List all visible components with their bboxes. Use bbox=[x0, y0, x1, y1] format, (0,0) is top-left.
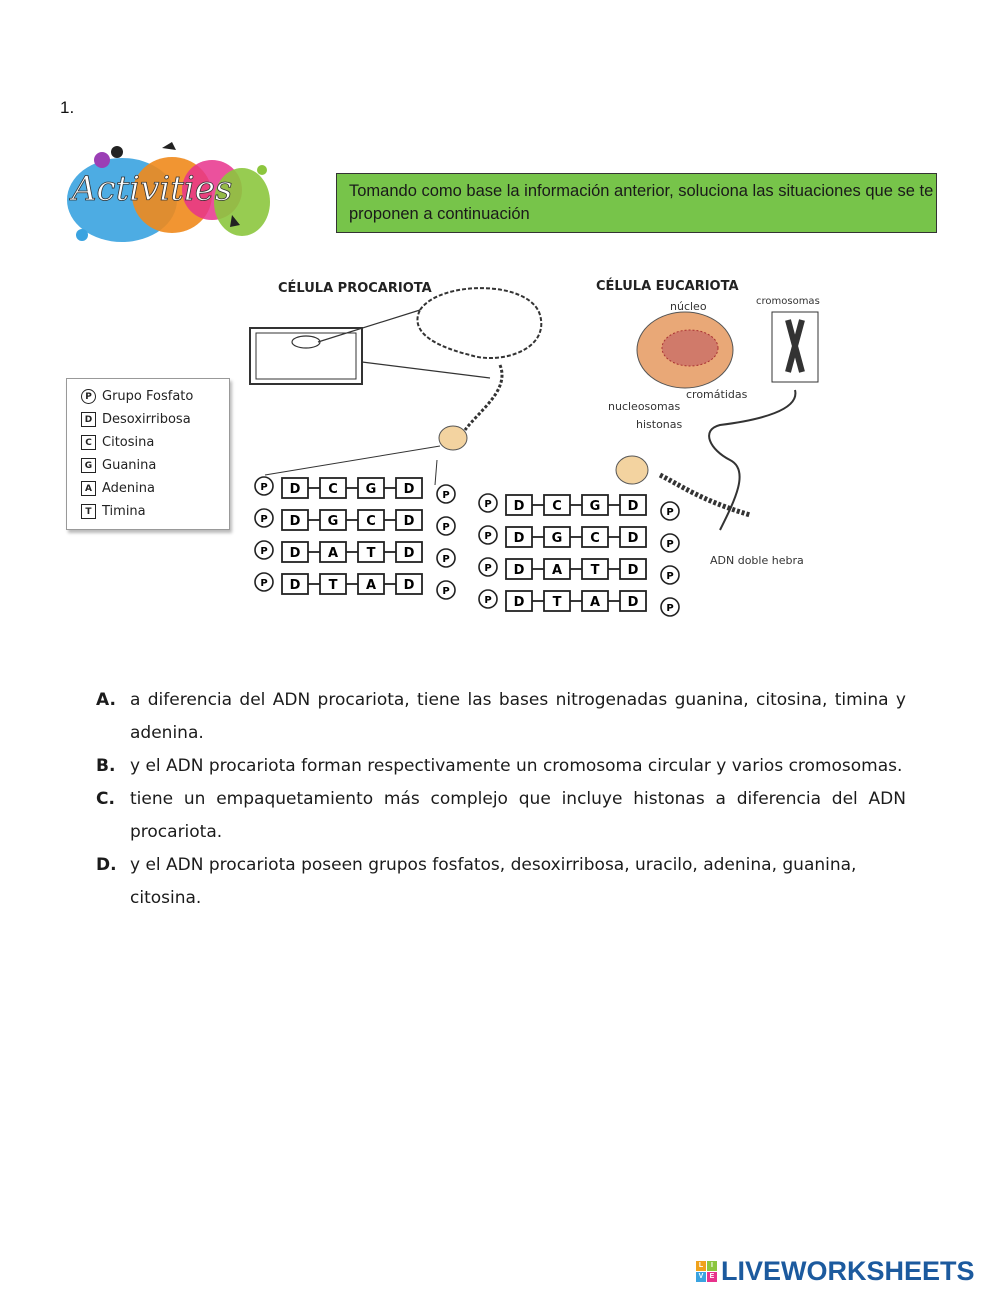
label-chromosomes: cromosomas bbox=[756, 296, 820, 307]
label-nucleosomes: nucleosomas bbox=[608, 400, 681, 413]
answer-options bbox=[96, 684, 906, 915]
activities-logo bbox=[62, 140, 274, 260]
brand-mark-icon: L I V E bbox=[696, 1261, 717, 1282]
brand-text: LIVEWORKSHEETS bbox=[721, 1256, 975, 1286]
phosphate-label: P bbox=[260, 482, 268, 493]
phosphate-label: P bbox=[666, 571, 674, 582]
nucleotide-label: D bbox=[403, 546, 415, 561]
strand-block-right bbox=[479, 494, 679, 616]
nucleotide-label: D bbox=[289, 482, 301, 497]
nucleotide-label: A bbox=[365, 578, 377, 593]
instruction-box: Tomando como base la información anterior, soluciona las situaciones que se te proponen a continuación bbox=[336, 173, 937, 233]
nucleotide-label: D bbox=[627, 595, 639, 610]
label-chromatids: cromátidas bbox=[686, 388, 748, 401]
title-eukaryote: CÉLULA EUCARIOTA bbox=[596, 279, 739, 294]
legend-item: T Timina bbox=[81, 504, 146, 519]
nucleotide-label: D bbox=[513, 499, 525, 514]
nucleotide-label: D bbox=[627, 499, 639, 514]
phosphate-label: P bbox=[484, 595, 492, 606]
nucleotide-label: G bbox=[589, 499, 601, 514]
nucleotide-label: D bbox=[513, 563, 525, 578]
nucleotide-label: C bbox=[366, 514, 376, 529]
legend-item: G Guanina bbox=[81, 458, 156, 473]
logo-text: Activities bbox=[72, 169, 233, 209]
nucleotide-label: C bbox=[552, 499, 562, 514]
phosphate-label: P bbox=[666, 507, 674, 518]
label-nucleus: núcleo bbox=[670, 300, 707, 313]
phosphate-label: P bbox=[442, 554, 450, 565]
liveworksheets-brand bbox=[696, 1256, 975, 1287]
nucleotide-label: D bbox=[289, 578, 301, 593]
phosphate-label: P bbox=[442, 490, 450, 501]
phosphate-label: P bbox=[484, 563, 492, 574]
nucleotide-label: G bbox=[551, 531, 563, 546]
nucleotide-label: G bbox=[365, 482, 377, 497]
phosphate-label: P bbox=[484, 499, 492, 510]
nucleotide-label: D bbox=[403, 578, 415, 593]
nucleotide-label: D bbox=[627, 563, 639, 578]
option-c: C. tiene un empaquetamiento más complejo que incluye histonas a diferencia del ADN procariota. bbox=[96, 789, 906, 842]
strand-block-left bbox=[255, 477, 455, 599]
question-number: 1. bbox=[60, 98, 75, 117]
nucleotide-label: D bbox=[513, 595, 525, 610]
nucleotide-label: D bbox=[289, 514, 301, 529]
nucleotide-label: G bbox=[327, 514, 339, 529]
legend-box bbox=[66, 378, 230, 530]
nucleotide-label: A bbox=[589, 595, 601, 610]
nucleotide-label: D bbox=[403, 514, 415, 529]
phosphate-label: P bbox=[484, 531, 492, 542]
nucleotide-label: D bbox=[403, 482, 415, 497]
nucleotide-label: T bbox=[552, 595, 562, 610]
nucleotide-label: C bbox=[328, 482, 338, 497]
phosphate-label: P bbox=[666, 539, 674, 550]
option-b: B. y el ADN procariota forman respectivamente un cromosoma circular y varios cromosomas. bbox=[96, 756, 903, 776]
nucleotide-label: D bbox=[289, 546, 301, 561]
phosphate-label: P bbox=[442, 586, 450, 597]
nucleotide-label: D bbox=[513, 531, 525, 546]
title-prokaryote: CÉLULA PROCARIOTA bbox=[278, 281, 432, 296]
option-a: A. a diferencia del ADN procariota, tiene las bases nitrogenadas guanina, citosina, timina y adenina. bbox=[96, 690, 906, 743]
nucleotide-label: C bbox=[590, 531, 600, 546]
nucleotide-label: T bbox=[366, 546, 376, 561]
nucleotide-label: T bbox=[328, 578, 338, 593]
label-double-strand: ADN doble hebra bbox=[710, 554, 804, 567]
phosphate-label: P bbox=[260, 546, 268, 557]
phosphate-label: P bbox=[260, 578, 268, 589]
phosphate-label: P bbox=[442, 522, 450, 533]
phosphate-label: P bbox=[260, 514, 268, 525]
nucleotide-label: T bbox=[590, 563, 600, 578]
legend-item: C Citosina bbox=[81, 435, 154, 450]
label-histones: histonas bbox=[636, 418, 683, 431]
nucleotide-label: A bbox=[327, 546, 339, 561]
legend-item: A Adenina bbox=[81, 481, 155, 496]
nucleotide-label: D bbox=[627, 531, 639, 546]
option-d: D. y el ADN procariota poseen grupos fosfatos, desoxirribosa, uracilo, adenina, guanina, citosina. bbox=[96, 855, 857, 908]
legend-item: P Grupo Fosfato bbox=[81, 389, 193, 404]
nucleotide-label: A bbox=[551, 563, 563, 578]
phosphate-label: P bbox=[666, 603, 674, 614]
legend-item: D Desoxirribosa bbox=[81, 412, 191, 427]
